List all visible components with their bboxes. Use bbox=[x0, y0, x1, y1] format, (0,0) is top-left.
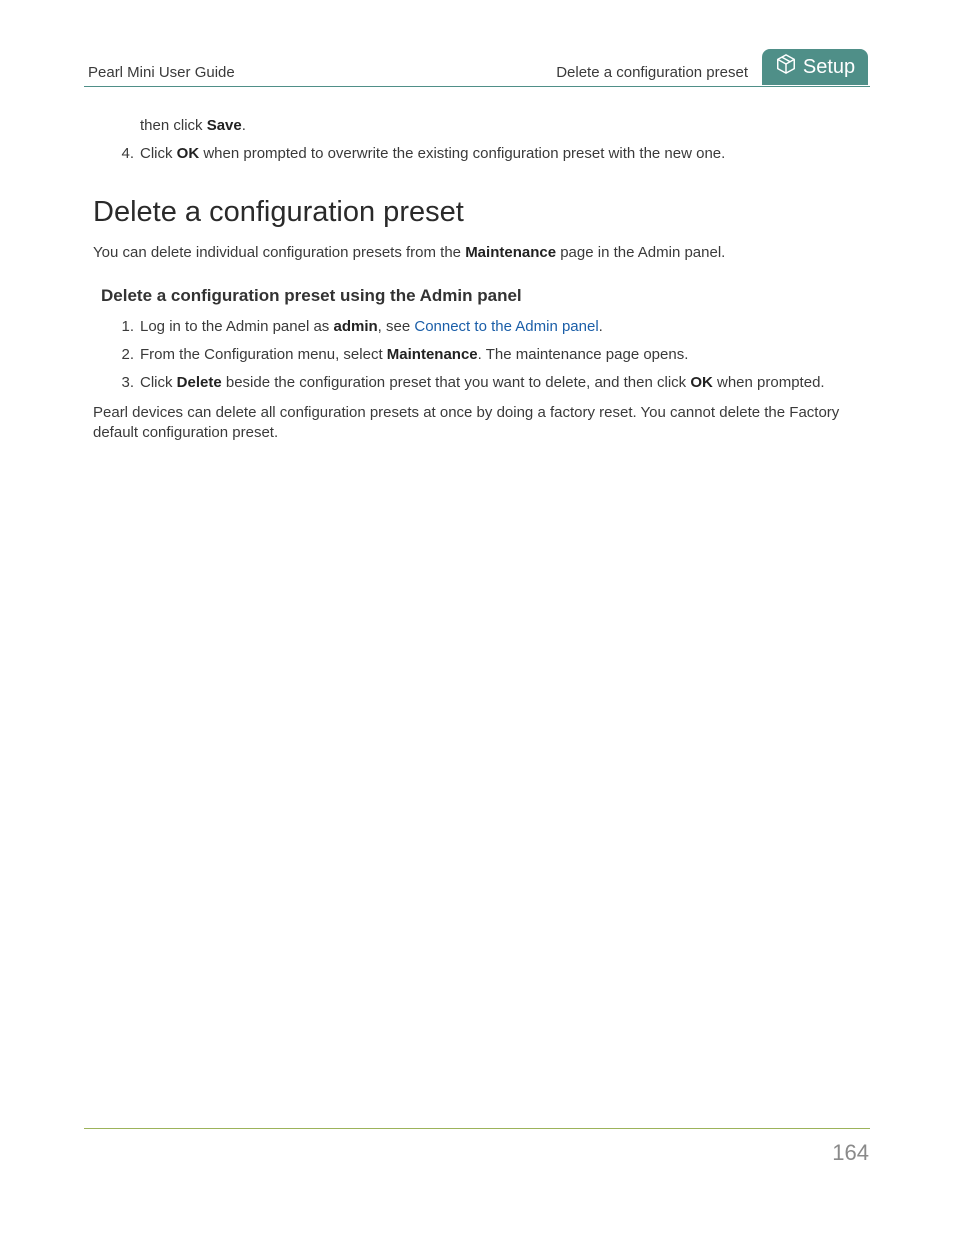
list-number: 4. bbox=[121, 145, 134, 162]
page-number: 164 bbox=[832, 1140, 869, 1165]
list-text: Log in to the Admin panel as admin, see Connect to the Admin panel. bbox=[140, 318, 603, 335]
closing-paragraph: Pearl devices can delete all configuration presets at once by doing a factory reset. You cannot delete the Factory default configuration preset. bbox=[93, 404, 840, 441]
list-text: Click OK when prompted to overwrite the existing configuration preset with the new one. bbox=[140, 145, 726, 162]
setup-tab[interactable] bbox=[762, 49, 868, 85]
setup-tab-label: Setup bbox=[802, 55, 856, 78]
list-number: 1. bbox=[121, 318, 134, 335]
box-icon bbox=[775, 53, 797, 81]
subsection-heading: Delete a configuration preset using the Admin panel bbox=[101, 286, 522, 305]
page-title: Delete a configuration preset bbox=[93, 196, 464, 228]
header-section-title: Delete a configuration preset bbox=[556, 64, 748, 81]
list-number: 3. bbox=[121, 374, 134, 391]
list-text: From the Configuration menu, select Maintenance. The maintenance page opens. bbox=[140, 346, 689, 363]
intro-paragraph: You can delete individual configuration presets from the Maintenance page in the Admin panel. bbox=[93, 244, 726, 261]
save-term: Save bbox=[206, 117, 242, 134]
header-guide-title: Pearl Mini User Guide bbox=[88, 64, 235, 81]
continuation-text: then click Save. bbox=[140, 117, 246, 134]
footer-rule bbox=[84, 1128, 870, 1129]
list-number: 2. bbox=[121, 346, 134, 363]
connect-admin-panel-link[interactable]: Connect to the Admin panel bbox=[414, 318, 599, 335]
list-text: Click Delete beside the configuration preset that you want to delete, and then click OK when prompted. bbox=[140, 374, 825, 391]
header-rule bbox=[84, 86, 870, 87]
